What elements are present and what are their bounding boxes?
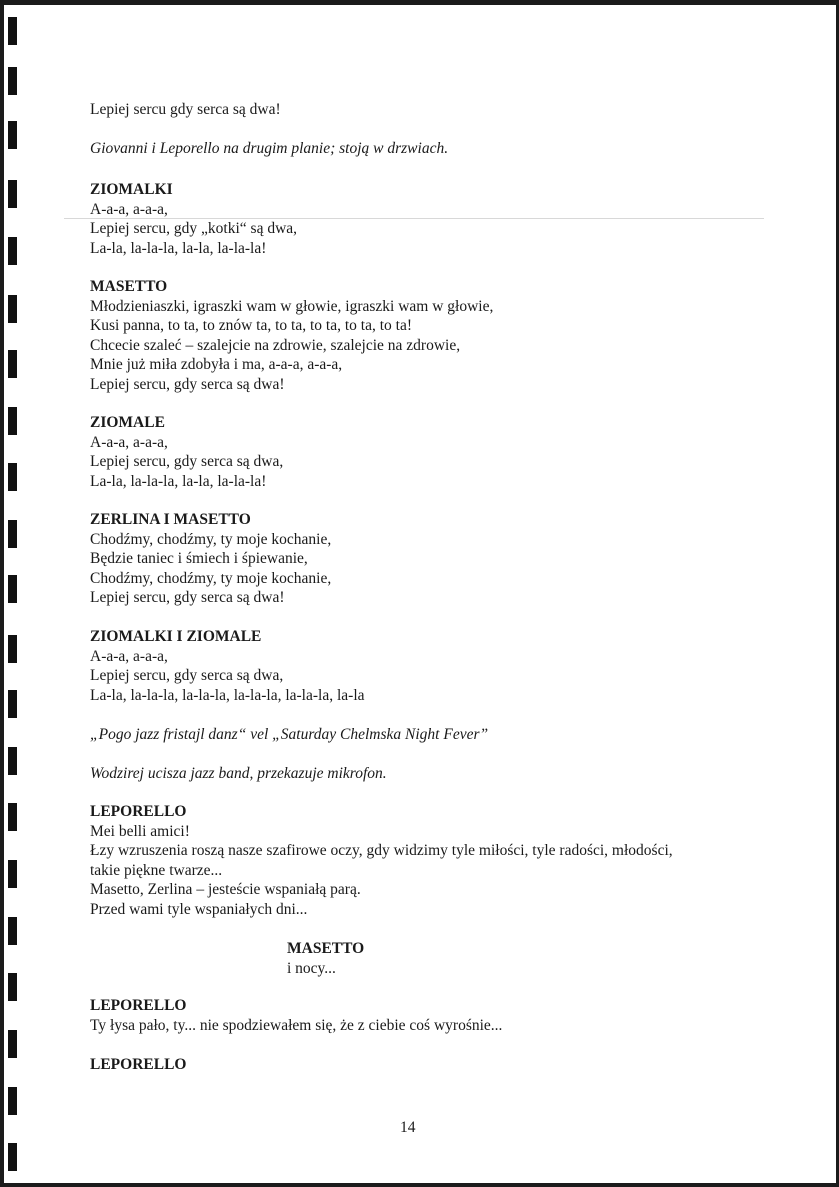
line: Chodźmy, chodźmy, ty moje kochanie, [90, 569, 332, 587]
line: Masetto, Zerlina – jesteście wspaniałą parą. [90, 881, 361, 898]
line: Chodźmy, chodźmy, ty moje kochanie, [90, 530, 332, 548]
line: Mnie już miła zdobyła i ma, a-a-a, a-a-a, [90, 356, 343, 373]
speaker-name: MASETTO [287, 940, 365, 957]
binding-hole [8, 803, 17, 831]
binding-hole [8, 690, 17, 718]
line: Lepiej sercu, gdy serca są dwa, [90, 667, 284, 684]
binding-hole [8, 973, 17, 1001]
line: Łzy wzruszenia roszą nasze szafirowe oczy, gdy widzimy tyle miłości, tyle radości, młodości, [90, 842, 673, 859]
binding-hole [8, 17, 17, 45]
speaker-name: ZIOMALKI [90, 181, 173, 198]
line: Lepiej sercu, gdy „kotki“ są dwa, [90, 220, 298, 237]
binding-hole [8, 917, 17, 945]
line: Mei belli amici! [90, 822, 190, 840]
binding-hole [8, 1030, 17, 1058]
dialogue-block [90, 510, 331, 608]
line: Będzie taniec i śmiech i śpiewanie, [90, 550, 308, 567]
binding-hole [8, 520, 17, 548]
stage-direction: Wodzirej ucisza jazz band, przekazuje mikrofon. [90, 765, 387, 782]
speaker-name: LEPORELLO [90, 1056, 187, 1073]
line: A-a-a, a-a-a, [90, 647, 168, 665]
page-number: 14 [400, 1119, 416, 1136]
speaker-name: LEPORELLO [90, 997, 187, 1014]
binding-hole [8, 237, 17, 265]
binding-hole [8, 350, 17, 378]
dialogue-block [90, 277, 493, 394]
dialogue-block [90, 180, 297, 258]
line: La-la, la-la-la, la-la, la-la-la! [90, 472, 267, 490]
line: takie piękne twarze... [90, 861, 223, 879]
binding-hole [8, 635, 17, 663]
binding-hole [8, 295, 17, 323]
line: La-la, la-la-la, la-la-la, la-la-la, la-la-la, la-la [90, 686, 365, 704]
binding-hole [8, 463, 17, 491]
dialogue-block [90, 996, 502, 1035]
line: Lepiej sercu, gdy serca są dwa, [90, 453, 284, 470]
line: A-a-a, a-a-a, [90, 200, 168, 218]
dialogue-block [90, 802, 673, 919]
stage-direction: „Pogo jazz fristajl danz“ vel „Saturday Chelmska Night Fever” [90, 726, 489, 743]
line: Lepiej sercu gdy serca są dwa! [90, 101, 281, 118]
binding-holes [8, 5, 28, 1187]
dialogue-block [90, 1055, 186, 1075]
binding-hole [8, 860, 17, 888]
speaker-name: ZERLINA I MASETTO [90, 511, 251, 528]
binding-hole [8, 747, 17, 775]
speaker-name: MASETTO [90, 278, 168, 295]
line: Ty łysa pało, ty... nie spodziewałem się, że z ciebie coś wyrośnie... [90, 1016, 503, 1034]
line: La-la, la-la-la, la-la, la-la-la! [90, 239, 267, 257]
line: Lepiej sercu, gdy serca są dwa! [90, 375, 285, 393]
dialogue-block [90, 413, 283, 491]
binding-hole [8, 575, 17, 603]
speaker-name: ZIOMALE [90, 414, 165, 431]
line: A-a-a, a-a-a, [90, 433, 168, 451]
stage-direction: Giovanni i Leporello na drugim planie; stoją w drzwiach. [90, 140, 449, 157]
binding-hole [8, 180, 17, 208]
speaker-name: ZIOMALKI I ZIOMALE [90, 628, 262, 645]
line: i nocy... [287, 959, 336, 977]
dialogue-block [287, 939, 364, 978]
binding-hole [8, 121, 17, 149]
dialogue-block [90, 627, 365, 705]
binding-hole [8, 67, 17, 95]
line: Kusi panna, to ta, to znów ta, to ta, to ta, to ta, to ta! [90, 317, 412, 334]
line: Lepiej sercu, gdy serca są dwa! [90, 589, 285, 606]
line: Chcecie szaleć – szalejcie na zdrowie, szalejcie na zdrowie, [90, 336, 461, 354]
speaker-name: LEPORELLO [90, 803, 187, 820]
binding-hole [8, 1143, 17, 1171]
binding-hole [8, 407, 17, 435]
line: Młodzieniaszki, igraszki wam w głowie, igraszki wam w głowie, [90, 297, 494, 315]
line: Przed wami tyle wspaniałych dni... [90, 900, 308, 918]
binding-hole [8, 1087, 17, 1115]
